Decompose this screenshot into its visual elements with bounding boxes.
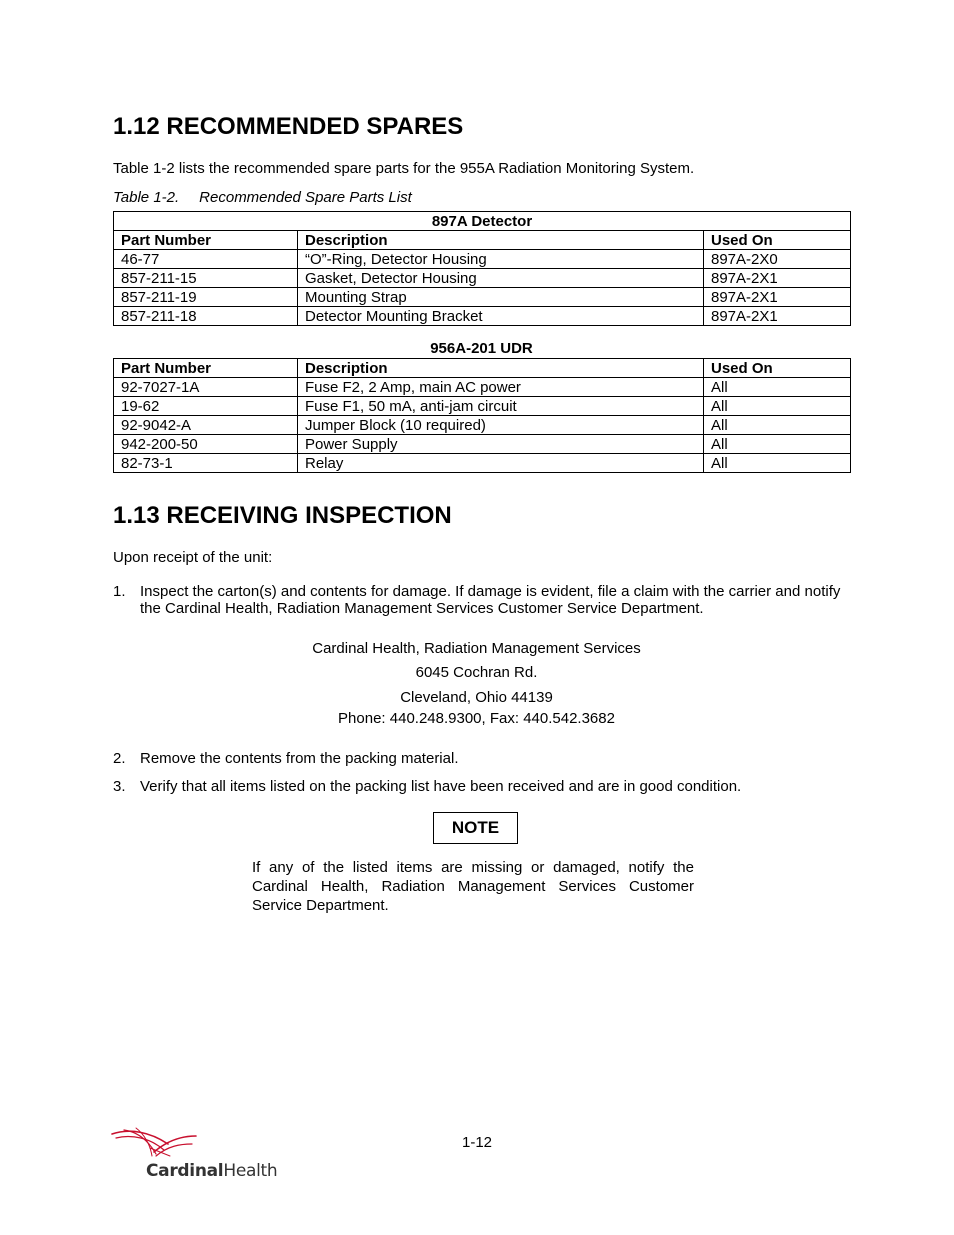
detector-spares-table <box>113 211 851 326</box>
inspection-intro-text: Upon receipt of the unit: <box>113 549 273 566</box>
used-on-cell: All <box>704 416 851 435</box>
description-cell: Fuse F1, 50 mA, anti-jam circuit <box>298 397 704 416</box>
used-on-cell: All <box>704 435 851 454</box>
note-label-box: NOTE <box>433 812 518 844</box>
section-heading-receiving-inspection: 1.13 RECEIVING INSPECTION <box>113 502 452 529</box>
table-row <box>114 454 851 473</box>
column-header-description: Description <box>298 359 704 378</box>
table-row <box>114 416 851 435</box>
spares-intro-text: Table 1-2 lists the recommended spare parts for the 955A Radiation Monitoring System. <box>113 160 695 177</box>
table-group-title: 897A Detector <box>114 212 851 231</box>
description-cell: Power Supply <box>298 435 704 454</box>
part-number-cell: 857-211-15 <box>114 269 298 288</box>
part-number-cell: 46-77 <box>114 250 298 269</box>
used-on-cell: 897A-2X1 <box>704 288 851 307</box>
column-header-used-on: Used On <box>704 231 851 250</box>
table-row <box>114 269 851 288</box>
section-heading-recommended-spares: 1.12 RECOMMENDED SPARES <box>113 113 464 140</box>
column-header-used-on: Used On <box>704 359 851 378</box>
description-cell: Detector Mounting Bracket <box>298 307 704 326</box>
description-cell: Gasket, Detector Housing <box>298 269 704 288</box>
column-header-part-number: Part Number <box>114 231 298 250</box>
cardinal-health-logo-text: CardinalHealth <box>146 1161 278 1181</box>
used-on-cell: All <box>704 378 851 397</box>
table-row <box>114 435 851 454</box>
list-text: Remove the contents from the packing material. <box>140 750 459 767</box>
column-header-part-number: Part Number <box>114 359 298 378</box>
part-number-cell: 857-211-18 <box>114 307 298 326</box>
used-on-cell: 897A-2X0 <box>704 250 851 269</box>
page-number: 1-12 <box>461 1134 493 1151</box>
table-caption-label: Table 1-2. <box>113 189 180 206</box>
part-number-cell: 92-7027-1A <box>114 378 298 397</box>
note-text: If any of the listed items are missing or damaged, notify the Cardinal Health, Radiation Management Services Customer Service Department. <box>252 859 694 914</box>
description-cell: Relay <box>298 454 704 473</box>
part-number-cell: 857-211-19 <box>114 288 298 307</box>
used-on-cell: All <box>704 397 851 416</box>
used-on-cell: 897A-2X1 <box>704 269 851 288</box>
list-number: 3. <box>113 778 126 795</box>
address-phone-fax: Phone: 440.248.9300, Fax: 440.542.3682 <box>338 710 615 727</box>
table-row <box>114 250 851 269</box>
list-text: Inspect the carton(s) and contents for damage. If damage is evident, file a claim with the carrier and notify the Cardinal Health, Radiation Management Services Customer Service Department. <box>140 583 841 617</box>
used-on-cell: 897A-2X1 <box>704 307 851 326</box>
table-row <box>114 307 851 326</box>
table-row <box>114 397 851 416</box>
description-cell: “O”-Ring, Detector Housing <box>298 250 704 269</box>
address-city: Cleveland, Ohio 44139 <box>400 689 553 706</box>
list-number: 2. <box>113 750 126 767</box>
list-text: Verify that all items listed on the packing list have been received and are in good condition. <box>140 778 742 795</box>
table-row <box>114 288 851 307</box>
table-group-title: 956A-201 UDR <box>430 340 533 357</box>
part-number-cell: 82-73-1 <box>114 454 298 473</box>
used-on-cell: All <box>704 454 851 473</box>
table-row <box>114 378 851 397</box>
table-caption-title: Recommended Spare Parts List <box>199 189 412 206</box>
part-number-cell: 19-62 <box>114 397 298 416</box>
part-number-cell: 92-9042-A <box>114 416 298 435</box>
table-caption <box>113 189 412 207</box>
address-company: Cardinal Health, Radiation Management Services <box>312 640 641 657</box>
description-cell: Jumper Block (10 required) <box>298 416 704 435</box>
description-cell: Mounting Strap <box>298 288 704 307</box>
description-cell: Fuse F2, 2 Amp, main AC power <box>298 378 704 397</box>
list-number: 1. <box>113 583 126 600</box>
column-header-description: Description <box>298 231 704 250</box>
address-street: 6045 Cochran Rd. <box>415 664 538 681</box>
part-number-cell: 942-200-50 <box>114 435 298 454</box>
udr-spares-table <box>113 358 851 473</box>
